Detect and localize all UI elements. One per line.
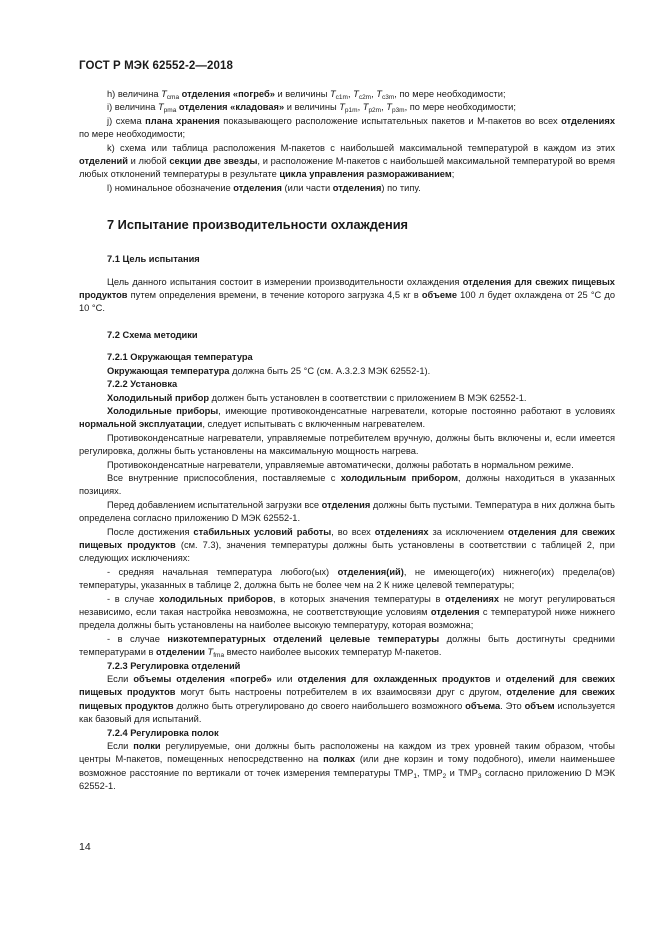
list-item-k: k) схема или таблица расположения М-пакетов с наибольшей максимальной температурой в каждом из этих отделений и любой секции две звезды, и расположение М-пакетов с наибольшей максимальной температурой во время любых отклонений температуры в результате цикла управления размораживанием;	[79, 142, 615, 180]
exception-item-3: - в случае низкотемпературных отделений целевые температуры должны быть достигнуты средними температурами в отделении $T_{fma}$ вместо наиболее высоких температур М-пакетов.	[79, 633, 615, 660]
section-7-2-title: 7.2 Схема методики	[107, 329, 198, 340]
exception-item-1: - средняя начальная температура любого(ых) отделения(ий), не имеющего(их) нижнего(их) предела(ов) температуры, указанных в таблице 2, должна быть не более чем на 2 К ниже целевой температуры;	[79, 566, 615, 591]
section-7-1-title: 7.1 Цель испытания	[107, 254, 200, 265]
page-content	[79, 88, 615, 794]
list-item-i: i) величина $T_{pma}$ отделения «кладовая» и величины $T_{p1m}$, $T_{p2m}$, $T_{p3m}$, по мере необходимости;	[107, 102, 516, 115]
exception-item-2: - в случае холодильных приборов, в которых значения температуры в отделениях не могут регулироваться независимо, если такая настройка невозможна, не соответствующие условиям отделения с температурой ниже нижнего предела должны быть установлены на наиболее высокую температуру, которая возможна;	[79, 593, 616, 631]
document-header: ГОСТ Р МЭК 62552-2—2018	[79, 60, 233, 72]
section-7-2-2-para-4: Противоконденсатные нагреватели, управляемые автоматически, должны работать в нормальном режиме.	[107, 459, 574, 470]
section-7-2-4-text: Если полки регулируемые, они должны быть расположены на каждом из трех уровней таким образом, чтобы центры М-пакетов, помещенных непосредственно на полках (или дне корзин и тому подобного), имели наименьшее возможное расстояние по вертикали от точек измерения температуры $ТМР_1$, $ТМР_2$ и $ТМР_3$ согласно приложению D МЭК 62552-1.	[79, 741, 616, 792]
section-7-2-1-text: Окружающая температура должна быть 25 °С (см. А.3.2.3 МЭК 62552-1).	[107, 365, 431, 376]
list-item-h: h) величина $T_{cma}$ отделения «погреб» и величины $T_{c1m}$, $T_{c2m}$, $T_{c3m}$, по мере необходимости;	[107, 89, 506, 101]
page-number: 14	[79, 841, 91, 853]
section-7-2-2-para-1: Холодильный прибор должен быть установлен в соответствии с приложением В МЭК 62552-1.	[107, 392, 527, 403]
section-7-2-2-para-3: Противоконденсатные нагреватели, управляемые потребителем вручную, должны быть включены и, если имеется регулировка, должны быть установлены на максимальную мощность нагрева.	[79, 432, 615, 457]
section-7-1-text: Цель данного испытания состоит в измерении производительности охлаждения отделения для свежих пищевых продуктов путем определения времени, в течение которого загрузка 4,5 кг в объеме 100 л будет охлаждена от 25 °С до 10 °С.	[79, 276, 615, 314]
section-7-2-1-title: 7.2.1 Окружающая температура	[107, 352, 253, 363]
section-7-2-2-para-6: Перед добавлением испытательной загрузки все отделения должны быть пустыми. Температура в них должна быть определена согласно приложению D МЭК 62552-1.	[79, 499, 615, 524]
list-item-j: j) схема плана хранения показывающего расположение испытательных пакетов и М-пакетов во всех отделениях по мере необходимости;	[79, 115, 615, 140]
section-7-2-2-title: 7.2.2 Установка	[107, 379, 178, 390]
section-7-2-3-text: Если объемы отделения «погреб» или отделения для охлажденных продуктов и отделений для свежих пищевых продуктов могут быть настроены потребителем в их взаимосвязи друг с другом, отделение для свежих пищевых продуктов должно быть отрегулировано до своего наибольшего возможного объема. Это объем используется как базовый для испытаний.	[79, 674, 616, 725]
section-7-title: 7 Испытание производительности охлаждения	[107, 217, 409, 233]
section-7-2-3-title: 7.2.3 Регулировка отделений	[107, 660, 241, 671]
section-7-2-2-para-2: Холодильные приборы, имеющие противоконденсатные нагреватели, которые постоянно работают в условиях нормальной эксплуатации, следует испытывать с включенным нагревателем.	[79, 405, 615, 430]
list-item-l: l) номинальное обозначение отделения (или части отделения) по типу.	[107, 182, 421, 193]
section-7-2-2-para-7: После достижения стабильных условий работы, во всех отделениях за исключением отделения для свежих пищевых продуктов (см. 7.3), значения температуры должны быть установлены в соответствии с таблицей 2, при следующих исключениях:	[79, 526, 616, 564]
section-7-2-4-title: 7.2.4 Регулировка полок	[107, 727, 219, 738]
section-7-2-2-para-5: Все внутренние приспособления, поставляемые с холодильным прибором, должны находиться в указанных позициях.	[79, 472, 615, 497]
